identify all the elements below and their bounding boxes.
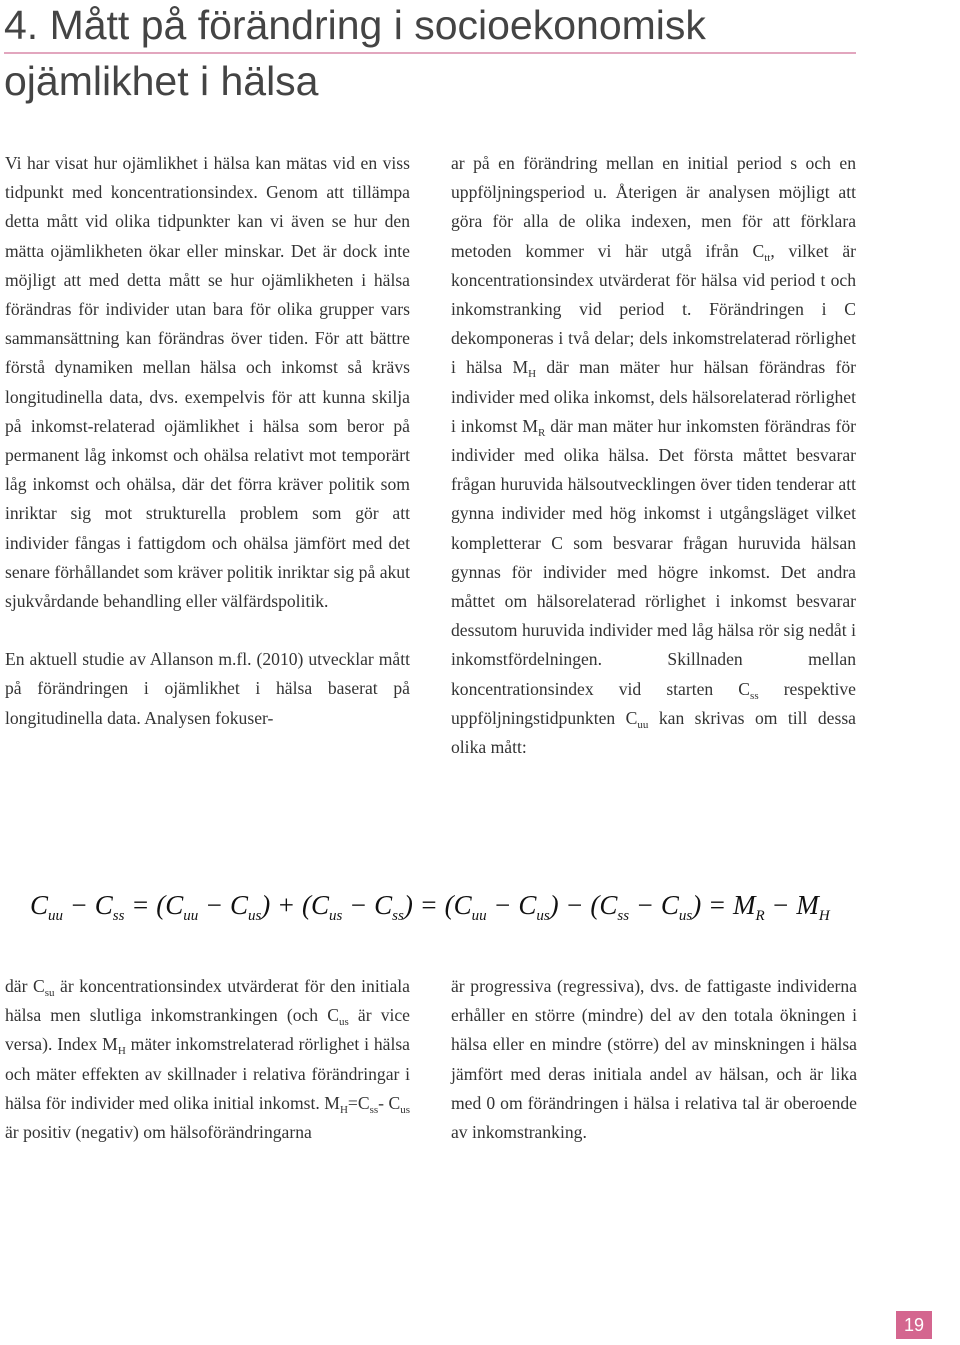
column-right-bottom xyxy=(451,972,857,1147)
decomposition-formula: $C_{uu} - C_{ss} = (C_{uu} - C_{us}) + (C_{us} - C_{ss}) = (C_{uu} - C_{us}) - (C_{ss} - C_{us}) = M_R - M_H$ xyxy=(30,890,830,924)
paragraph-intro: Vi har visat hur ojämlikhet i hälsa kan mätas vid en viss tidpunkt med koncentrationsindex. Genom att tillämpa detta mått vid olika tidpunkter kan vi även se hur den mätta ojämlikheten ökar eller minskar. Det är dock inte möjligt att med detta mått se hur ojämlikheten i hälsa förändras för individer utan bara för olika grupper vars sammansättning kan förändras över tiden. För att bättre förstå dynamiken mellan hälsa och inkomst så krävs longitudinella data, dvs. exempelvis för att kunna skilja på inkomst-relaterad ojämlikhet i hälsa som beror på permanent låg inkomst och ohälsa relativt mot temporärt låg inkomst och ohälsa, där det förra kräver politik som inriktar sig mot strukturella problem som gör att individer fångas i fattigdom och ohälsa jämfört med det senare förhållandet som kräver politik inriktar sig på akut sjukvårdande behandling eller välfärdspolitik. xyxy=(5,153,410,612)
column-right-top xyxy=(451,149,856,762)
paragraph-progressive: är progressiva (regressiva), dvs. de fattigaste individerna erhåller en större (mindre) del av den totala ökningen i hälsa eller en mindre (större) del av minskningen i hälsa jämfört med deras initiala andel av hälsan, och är lika med 0 om förändringen i hälsa i relativa tal är oberoende av inkomstranking. xyxy=(451,976,857,1143)
paragraph-definitions: där $C_{su}$ är koncentrationsindex utvärderat för den initiala hälsa men slutliga inkomstrankingen (och $C_{us}$ är vice versa). Index $M_H$ mäter inkomstrelaterad rörlighet i hälsa och mäter effekten av skillnader i relativa förändringar i hälsa för individer med olika initial inkomst. $M_H=C_{ss}-$ $C_{us}$ är positiv (negativ) om hälsoförändringarna xyxy=(5,976,410,1143)
page-number-badge: 19 xyxy=(896,1311,932,1339)
column-left-top xyxy=(5,149,410,733)
page-title xyxy=(4,0,864,108)
title-line-2: ojämlikhet i hälsa xyxy=(4,58,319,104)
column-left-bottom xyxy=(5,972,410,1147)
paragraph-allanson: En aktuell studie av Allanson m.fl. (2010) utvecklar mått på förändringen i ojämlikhet i hälsa baserat på longitudinella data. Analysen fokuser- xyxy=(5,649,410,728)
title-line-1: 4. Mått på förändring i socioekonomisk xyxy=(4,0,856,54)
paragraph-method: ar på en förändring mellan en initial period s och en uppföljningsperiod u. Återigen är analysen möjligt att göra för alla de olika indexen, men för att förklara metoden kommer vi här utgå ifrån $C_{tt}$, vilket är koncentrationsindex utvärderat för hälsa vid period t och inkomstranking vid period t. Förändringen i C dekomponeras i två delar; dels inkomstrelaterad rörlighet i hälsa $M_H$ där man mäter hur hälsan förändras för individer med olika inkomst, dels hälsorelaterad rörlighet i inkomst $M_R$ där man mäter hur inkomsten förändras för individer med olika hälsa. Det första måttet besvarar frågan huruvida hälsoutvecklingen över tiden tenderar att gynna individer med hög inkomst i utgångsläget vilket kompletterar C som besvarar frågan huruvida hälsan gynnas för individer med högre inkomst. Det andra måttet om hälsorelaterad rörlighet i inkomst besvarar dessutom huruvida individer med låg hälsa rör sig nedåt i inkomstfördelningen. Skillnaden mellan koncentrationsindex vid starten $C_{ss}$ respektive uppföljningstidpunkten $C_{uu}$ kan skrivas om till dessa olika mått: xyxy=(451,153,856,758)
